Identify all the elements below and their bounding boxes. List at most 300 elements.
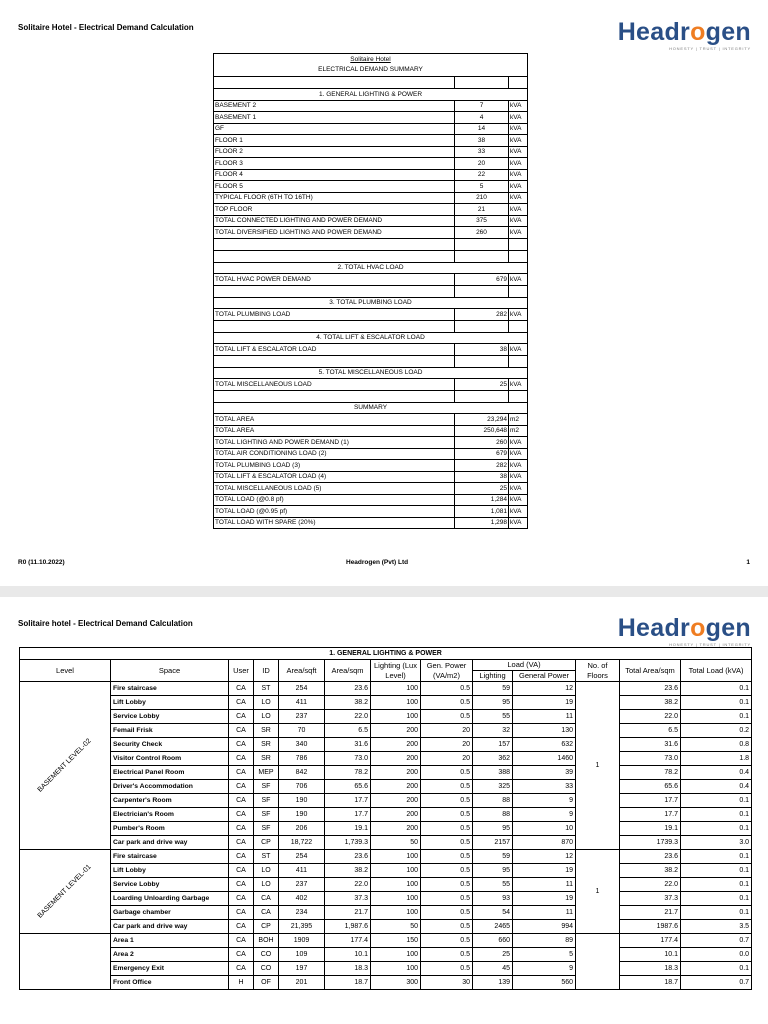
cell-id: BOH <box>254 934 279 948</box>
row-unit: kVA <box>509 506 528 518</box>
cell-load-lighting: 325 <box>473 780 513 794</box>
cell-space: Lift Lobby <box>111 696 229 710</box>
row-unit: m2 <box>509 425 528 437</box>
cell-id: SF <box>254 780 279 794</box>
summary-row <box>214 274 528 286</box>
row-value: 38 <box>455 344 509 356</box>
cell-load-general: 11 <box>513 710 576 724</box>
blank-cell <box>509 355 528 367</box>
cell-area-sqm: 21.7 <box>325 906 371 920</box>
cell-load-lighting: 59 <box>473 850 513 864</box>
cell-total-load: 0.1 <box>681 710 752 724</box>
table-row <box>20 948 752 962</box>
row-value: 22 <box>455 169 509 181</box>
cell-space: Service Lobby <box>111 710 229 724</box>
row-value: 5 <box>455 181 509 193</box>
summary-row <box>214 460 528 472</box>
row-label: TYPICAL FLOOR (6TH TO 16TH) <box>214 192 455 204</box>
cell-load-general: 870 <box>513 836 576 850</box>
cell-load-lighting: 88 <box>473 808 513 822</box>
cell-lux: 100 <box>371 710 421 724</box>
summary-row <box>214 483 528 495</box>
row-label: TOTAL PLUMBING LOAD <box>214 309 455 321</box>
row-label: GF <box>214 123 455 135</box>
row-unit: kVA <box>509 494 528 506</box>
cell-area-sqft: 842 <box>279 766 325 780</box>
cell-lux: 200 <box>371 766 421 780</box>
cell-area-sqft: 70 <box>279 724 325 738</box>
blank-cell <box>509 285 528 297</box>
cell-load-general: 10 <box>513 822 576 836</box>
blank-cell <box>455 320 509 332</box>
cell-space: Electrician's Room <box>111 808 229 822</box>
cell-area-sqft: 234 <box>279 906 325 920</box>
cell-gen-power: 0.5 <box>421 808 473 822</box>
cell-load-lighting: 88 <box>473 794 513 808</box>
cell-area-sqm: 65.6 <box>325 780 371 794</box>
row-value: 25 <box>455 379 509 391</box>
cell-user: CA <box>229 934 254 948</box>
cell-total-load: 0.2 <box>681 724 752 738</box>
cell-user: CA <box>229 738 254 752</box>
cell-area-sqft: 411 <box>279 696 325 710</box>
cell-lux: 100 <box>371 962 421 976</box>
row-value: 1,284 <box>455 494 509 506</box>
cell-total-load: 0.1 <box>681 794 752 808</box>
blank-cell <box>455 355 509 367</box>
cell-area-sqm: 23.6 <box>325 850 371 864</box>
col-load-general: General Power <box>513 671 576 682</box>
cell-total-area: 10.1 <box>620 948 681 962</box>
row-unit: m2 <box>509 414 528 426</box>
cell-gen-power: 0.5 <box>421 710 473 724</box>
level-cell <box>20 682 111 850</box>
row-value: 20 <box>455 158 509 170</box>
cell-total-load: 0.7 <box>681 934 752 948</box>
section-1-heading-row <box>214 89 528 101</box>
row-value: 250,648 <box>455 425 509 437</box>
cell-gen-power: 0.5 <box>421 850 473 864</box>
cell-gen-power: 30 <box>421 976 473 990</box>
summary-heading-row <box>214 402 528 414</box>
cell-total-load: 0.1 <box>681 962 752 976</box>
cell-total-load: 0.1 <box>681 892 752 906</box>
blank-cell <box>214 355 455 367</box>
table-row <box>20 850 752 864</box>
cell-load-general: 9 <box>513 962 576 976</box>
cell-total-area: 18.7 <box>620 976 681 990</box>
cell-load-lighting: 157 <box>473 738 513 752</box>
cell-total-area: 21.7 <box>620 906 681 920</box>
cell-total-area: 1987.6 <box>620 920 681 934</box>
cell-area-sqm: 17.7 <box>325 808 371 822</box>
cell-total-area: 1739.3 <box>620 836 681 850</box>
cell-id: CO <box>254 948 279 962</box>
table-row <box>20 864 752 878</box>
section-heading: 1. GENERAL LIGHTING & POWER <box>20 648 752 660</box>
row-unit: kVA <box>509 344 528 356</box>
cell-id: ST <box>254 850 279 864</box>
cell-area-sqft: 237 <box>279 710 325 724</box>
col-area-sqm: Area/sqm <box>325 660 371 682</box>
cell-area-sqm: 18.3 <box>325 962 371 976</box>
row-unit: kVA <box>509 274 528 286</box>
blank-row <box>214 285 528 297</box>
row-label: TOTAL MISCELLANEOUS LOAD (5) <box>214 483 455 495</box>
section-heading: SUMMARY <box>214 402 528 414</box>
cell-lux: 200 <box>371 780 421 794</box>
summary-row <box>214 192 528 204</box>
cell-area-sqft: 190 <box>279 808 325 822</box>
col-total-load: Total Load (kVA) <box>681 660 752 682</box>
row-unit: kVA <box>509 471 528 483</box>
cell-load-general: 12 <box>513 682 576 696</box>
cell-area-sqft: 411 <box>279 864 325 878</box>
row-label: TOTAL MISCELLANEOUS LOAD <box>214 379 455 391</box>
cell-id: SR <box>254 752 279 766</box>
summary-row <box>214 146 528 158</box>
summary-subtitle: ELECTRICAL DEMAND SUMMARY <box>318 66 423 73</box>
row-unit: kVA <box>509 448 528 460</box>
cell-area-sqft: 206 <box>279 822 325 836</box>
cell-total-load: 0.0 <box>681 948 752 962</box>
cell-id: LO <box>254 710 279 724</box>
row-label: TOTAL CONNECTED LIGHTING AND POWER DEMAND <box>214 215 455 227</box>
row-unit: kVA <box>509 181 528 193</box>
summary-row <box>214 309 528 321</box>
row-value: 23,294 <box>455 414 509 426</box>
cell-gen-power: 0.5 <box>421 878 473 892</box>
cell-area-sqm: 37.3 <box>325 892 371 906</box>
cell-user: CA <box>229 892 254 906</box>
summary-row <box>214 494 528 506</box>
blank-row <box>214 320 528 332</box>
cell-user: CA <box>229 836 254 850</box>
cell-total-area: 19.1 <box>620 822 681 836</box>
cell-id: MEP <box>254 766 279 780</box>
cell-total-load: 0.1 <box>681 906 752 920</box>
row-label: TOTAL AREA <box>214 414 455 426</box>
blank-cell <box>455 285 509 297</box>
cell-load-general: 39 <box>513 766 576 780</box>
summary-row <box>214 344 528 356</box>
summary-row <box>214 158 528 170</box>
row-unit: kVA <box>509 215 528 227</box>
cell-total-area: 37.3 <box>620 892 681 906</box>
blank-cell <box>214 390 455 402</box>
row-unit: kVA <box>509 158 528 170</box>
cell-user: CA <box>229 864 254 878</box>
section-heading: 4. TOTAL LIFT & ESCALATOR LOAD <box>214 332 528 344</box>
cell-id: SF <box>254 808 279 822</box>
row-value: 38 <box>455 471 509 483</box>
table-row <box>20 906 752 920</box>
cell-total-area: 73.0 <box>620 752 681 766</box>
cell-lux: 100 <box>371 864 421 878</box>
blank-cell <box>214 77 455 89</box>
cell-area-sqm: 23.6 <box>325 682 371 696</box>
row-label: TOTAL HVAC POWER DEMAND <box>214 274 455 286</box>
cell-area-sqm: 1,987.6 <box>325 920 371 934</box>
summary-row <box>214 169 528 181</box>
blank-cell <box>455 390 509 402</box>
row-label: FLOOR 2 <box>214 146 455 158</box>
summary-row <box>214 379 528 391</box>
summary-row <box>214 414 528 426</box>
cell-load-lighting: 2157 <box>473 836 513 850</box>
cell-id: LO <box>254 864 279 878</box>
cell-space: Fire staircase <box>111 682 229 696</box>
cell-gen-power: 0.5 <box>421 682 473 696</box>
cell-load-general: 33 <box>513 780 576 794</box>
cell-load-lighting: 139 <box>473 976 513 990</box>
cell-space: Carpenter's Room <box>111 794 229 808</box>
cell-total-load: 0.7 <box>681 976 752 990</box>
cell-lux: 100 <box>371 696 421 710</box>
cell-id: CA <box>254 892 279 906</box>
cell-area-sqft: 706 <box>279 780 325 794</box>
cell-load-lighting: 32 <box>473 724 513 738</box>
cell-user: CA <box>229 752 254 766</box>
row-unit: kVA <box>509 192 528 204</box>
row-value: 4 <box>455 112 509 124</box>
col-user: User <box>229 660 254 682</box>
row-value: 1,081 <box>455 506 509 518</box>
row-value: 260 <box>455 227 509 239</box>
cell-user: CA <box>229 682 254 696</box>
table-row <box>20 878 752 892</box>
summary-row <box>214 123 528 135</box>
cell-gen-power: 0.5 <box>421 822 473 836</box>
table-row <box>20 892 752 906</box>
cell-area-sqm: 177.4 <box>325 934 371 948</box>
cell-lux: 100 <box>371 906 421 920</box>
cell-user: H <box>229 976 254 990</box>
row-label: FLOOR 3 <box>214 158 455 170</box>
cell-gen-power: 0.5 <box>421 948 473 962</box>
cell-space: Front Office <box>111 976 229 990</box>
row-unit: kVA <box>509 100 528 112</box>
cell-load-general: 632 <box>513 738 576 752</box>
cell-user: CA <box>229 766 254 780</box>
row-value: 38 <box>455 135 509 147</box>
row-label: TOTAL LIFT & ESCALATOR LOAD <box>214 344 455 356</box>
table-row <box>20 962 752 976</box>
cell-load-general: 1460 <box>513 752 576 766</box>
table-row <box>20 766 752 780</box>
row-value: 21 <box>455 204 509 216</box>
table-row <box>20 780 752 794</box>
col-id: ID <box>254 660 279 682</box>
row-unit: kVA <box>509 437 528 449</box>
cell-load-general: 560 <box>513 976 576 990</box>
cell-id: ST <box>254 682 279 696</box>
blank-cell <box>455 250 509 262</box>
cell-total-area: 17.7 <box>620 808 681 822</box>
cell-load-general: 5 <box>513 948 576 962</box>
summary-row <box>214 215 528 227</box>
cell-total-area: 17.7 <box>620 794 681 808</box>
row-unit: kVA <box>509 123 528 135</box>
row-label: TOTAL AREA <box>214 425 455 437</box>
row-label: FLOOR 4 <box>214 169 455 181</box>
cell-area-sqm: 10.1 <box>325 948 371 962</box>
summary-title-row <box>214 54 528 77</box>
row-unit: kVA <box>509 379 528 391</box>
cell-id: SF <box>254 822 279 836</box>
cell-area-sqm: 38.2 <box>325 696 371 710</box>
blank-cell <box>509 77 528 89</box>
row-value: 282 <box>455 309 509 321</box>
cell-load-general: 9 <box>513 808 576 822</box>
cell-id: CA <box>254 906 279 920</box>
cell-load-general: 9 <box>513 794 576 808</box>
cell-area-sqft: 109 <box>279 948 325 962</box>
floors-cell: 1 <box>576 682 620 850</box>
floors-cell: 1 <box>576 850 620 934</box>
cell-area-sqft: 340 <box>279 738 325 752</box>
row-value: 375 <box>455 215 509 227</box>
row-label: TOTAL LOAD (@0.95 pf) <box>214 506 455 518</box>
cell-gen-power: 0.5 <box>421 962 473 976</box>
cell-area-sqft: 402 <box>279 892 325 906</box>
summary-row <box>214 517 528 529</box>
cell-total-area: 23.6 <box>620 682 681 696</box>
row-unit: kVA <box>509 517 528 529</box>
blank-row <box>214 238 528 250</box>
cell-total-load: 0.4 <box>681 766 752 780</box>
cell-area-sqft: 237 <box>279 878 325 892</box>
section-3-heading-row <box>214 297 528 309</box>
section-heading: 2. TOTAL HVAC LOAD <box>214 262 528 274</box>
col-gen-power: Gen. Power (VA/m2) <box>421 660 473 682</box>
cell-area-sqm: 17.7 <box>325 794 371 808</box>
level-cell <box>20 850 111 934</box>
cell-total-area: 177.4 <box>620 934 681 948</box>
cell-space: Femail Frisk <box>111 724 229 738</box>
level-cell <box>20 934 111 990</box>
cell-lux: 200 <box>371 724 421 738</box>
blank-cell <box>214 285 455 297</box>
cell-area-sqm: 22.0 <box>325 878 371 892</box>
cell-total-area: 31.6 <box>620 738 681 752</box>
cell-user: CA <box>229 948 254 962</box>
cell-space: Electrical Panel Room <box>111 766 229 780</box>
col-load-va: Load (VA) <box>473 660 576 671</box>
col-space: Space <box>111 660 229 682</box>
cell-area-sqft: 201 <box>279 976 325 990</box>
cell-load-lighting: 93 <box>473 892 513 906</box>
floors-cell <box>576 934 620 990</box>
row-value: 14 <box>455 123 509 135</box>
cell-id: LO <box>254 696 279 710</box>
table-row <box>20 822 752 836</box>
cell-load-general: 12 <box>513 850 576 864</box>
row-unit: kVA <box>509 204 528 216</box>
blank-row <box>214 250 528 262</box>
cell-area-sqft: 21,395 <box>279 920 325 934</box>
cell-load-lighting: 55 <box>473 878 513 892</box>
row-label: TOTAL LOAD (@0.8 pf) <box>214 494 455 506</box>
cell-lux: 100 <box>371 850 421 864</box>
cell-total-load: 0.4 <box>681 780 752 794</box>
cell-total-area: 38.2 <box>620 696 681 710</box>
summary-row <box>214 425 528 437</box>
cell-total-load: 3.5 <box>681 920 752 934</box>
row-label: BASEMENT 2 <box>214 100 455 112</box>
cell-area-sqm: 22.0 <box>325 710 371 724</box>
row-label: TOTAL DIVERSIFIED LIGHTING AND POWER DEMAND <box>214 227 455 239</box>
row-label: BASEMENT 1 <box>214 112 455 124</box>
blank-cell <box>509 250 528 262</box>
cell-id: LO <box>254 878 279 892</box>
section-heading: 3. TOTAL PLUMBING LOAD <box>214 297 528 309</box>
row-value: 260 <box>455 437 509 449</box>
cell-user: CA <box>229 906 254 920</box>
blank-cell <box>509 390 528 402</box>
cell-load-general: 11 <box>513 906 576 920</box>
cell-total-load: 0.1 <box>681 682 752 696</box>
row-unit: kVA <box>509 135 528 147</box>
blank-cell <box>455 238 509 250</box>
cell-total-load: 3.0 <box>681 836 752 850</box>
blank-cell <box>214 238 455 250</box>
cell-load-general: 19 <box>513 892 576 906</box>
cell-total-load: 0.1 <box>681 696 752 710</box>
blank-cell <box>214 250 455 262</box>
cell-user: CA <box>229 850 254 864</box>
cell-space: Lift Lobby <box>111 864 229 878</box>
company-logo: Headrogen HONESTY | TRUST | INTEGRITY <box>617 18 751 51</box>
cell-area-sqm: 19.1 <box>325 822 371 836</box>
cell-gen-power: 0.5 <box>421 794 473 808</box>
cell-area-sqft: 18,722 <box>279 836 325 850</box>
demand-summary-table <box>213 53 528 529</box>
cell-id: SR <box>254 724 279 738</box>
cell-space: Visitor Control Room <box>111 752 229 766</box>
blank-cell <box>509 320 528 332</box>
col-total-area: Total Area/sqm <box>620 660 681 682</box>
col-load-lighting: Lighting <box>473 671 513 682</box>
cell-user: CA <box>229 920 254 934</box>
cell-total-area: 23.6 <box>620 850 681 864</box>
row-value: 33 <box>455 146 509 158</box>
row-value: 210 <box>455 192 509 204</box>
cell-gen-power: 20 <box>421 738 473 752</box>
cell-load-general: 994 <box>513 920 576 934</box>
cell-lux: 50 <box>371 920 421 934</box>
row-unit: kVA <box>509 227 528 239</box>
cell-load-lighting: 95 <box>473 696 513 710</box>
cell-load-lighting: 95 <box>473 822 513 836</box>
table-row <box>20 710 752 724</box>
cell-lux: 300 <box>371 976 421 990</box>
row-label: FLOOR 5 <box>214 181 455 193</box>
cell-gen-power: 0.5 <box>421 934 473 948</box>
cell-lux: 50 <box>371 836 421 850</box>
cell-lux: 200 <box>371 808 421 822</box>
cell-total-area: 18.3 <box>620 962 681 976</box>
cell-total-load: 0.1 <box>681 808 752 822</box>
row-unit: kVA <box>509 309 528 321</box>
row-label: TOTAL LOAD WITH SPARE (20%) <box>214 517 455 529</box>
cell-user: CA <box>229 962 254 976</box>
cell-user: CA <box>229 710 254 724</box>
page-header-title: Solitaire hotel - Electrical Demand Calculation <box>18 619 193 628</box>
cell-area-sqm: 18.7 <box>325 976 371 990</box>
cell-load-lighting: 95 <box>473 864 513 878</box>
cell-lux: 100 <box>371 892 421 906</box>
